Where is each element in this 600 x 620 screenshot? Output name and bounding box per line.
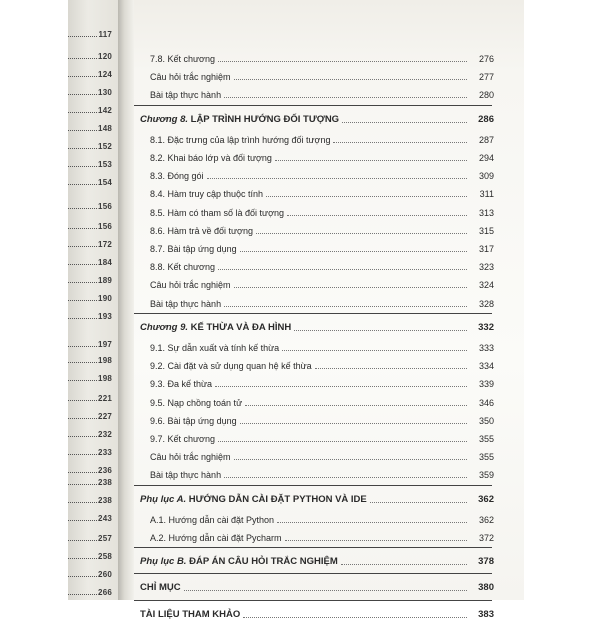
- facing-page-number: 189: [98, 276, 112, 285]
- toc-page-number: 323: [478, 262, 494, 273]
- toc-entry-label: HƯỚNG DẪN CÀI ĐẶT PYTHON VÀ IDE: [188, 493, 367, 505]
- toc-section-entry[interactable]: [134, 200, 494, 218]
- toc-page-number: 362: [478, 514, 494, 525]
- toc-leader-dots: [341, 564, 467, 565]
- facing-page-number: 221: [98, 394, 112, 403]
- toc-chapter-entry[interactable]: [134, 487, 494, 505]
- toc-chapter-entry[interactable]: [134, 575, 494, 593]
- toc-section-entry[interactable]: [134, 46, 494, 64]
- toc-leader-dots: [315, 368, 467, 369]
- toc-leader-dots: [234, 459, 467, 460]
- toc-entry-title: [134, 135, 330, 145]
- toc-section-entry[interactable]: [134, 145, 494, 163]
- toc-page-number: 346: [478, 397, 494, 408]
- facing-page-number: 130: [98, 88, 112, 97]
- toc-page-number: 309: [478, 171, 494, 182]
- toc-entry-title: [134, 609, 240, 620]
- toc-leader-dots: [224, 477, 467, 478]
- toc-entry-title: [134, 361, 312, 371]
- toc-entry-title: [134, 582, 181, 593]
- toc-leader-dots: [285, 540, 468, 541]
- toc-entry-label: 9.6. Bài tập ứng dụng: [150, 415, 237, 426]
- facing-page-number: 198: [98, 356, 112, 365]
- toc-section-entry[interactable]: [134, 462, 494, 480]
- toc-page-number: 378: [478, 556, 494, 568]
- toc-section-entry[interactable]: [134, 426, 494, 444]
- toc-entry-title: [134, 299, 221, 309]
- facing-page-number: 152: [98, 142, 112, 151]
- toc-page-number: 355: [478, 434, 494, 444]
- facing-page-number: 124: [98, 70, 112, 79]
- facing-page: [68, 0, 118, 600]
- toc-entry-label: Câu hỏi trắc nghiệm: [150, 72, 231, 83]
- toc-entry-title: [134, 72, 231, 82]
- facing-page-number: 153: [98, 160, 112, 169]
- toc-entry-label: 8.4. Hàm truy cập thuộc tính: [150, 189, 264, 200]
- toc-entry-title: [134, 226, 253, 236]
- toc-page-number: 372: [478, 533, 494, 543]
- toc-entry-title: [134, 208, 284, 218]
- section-divider: [134, 313, 492, 314]
- toc-entry-label: 9.5. Nạp chồng toán tử: [150, 397, 243, 408]
- toc-leader-dots: [184, 590, 467, 591]
- toc-entry-prefix: Chương 8.: [140, 113, 191, 125]
- toc-entry-label: 8.5. Hàm có tham số là đối tượng: [150, 207, 284, 218]
- toc-entry-label: 8.3. Đóng gói: [150, 171, 204, 182]
- toc-page-number: 317: [478, 244, 494, 254]
- toc-entry-label: A.2. Hướng dẫn cài đặt Pycharm: [150, 533, 282, 543]
- toc-leader-dots: [240, 251, 467, 252]
- section-divider: [134, 105, 492, 106]
- toc-page-number: 276: [478, 54, 494, 64]
- section-divider: [134, 573, 492, 574]
- facing-page-number: 184: [98, 258, 112, 267]
- toc-page-number: 355: [478, 452, 494, 463]
- toc-entry-title: [134, 189, 263, 199]
- facing-page-number: 243: [98, 514, 112, 523]
- toc-leader-dots: [243, 617, 467, 618]
- toc-entry-label: 9.1. Sự dẫn xuất và tính kế thừa: [150, 343, 280, 353]
- toc-section-entry[interactable]: [134, 82, 494, 100]
- toc-entry-label: 8.7. Bài tập ứng dụng: [150, 244, 237, 254]
- toc-section-entry[interactable]: [134, 371, 494, 389]
- facing-page-number: 266: [98, 588, 112, 597]
- facing-page-number: 148: [98, 124, 112, 133]
- toc-entry-label: LẬP TRÌNH HƯỚNG ĐỐI TƯỢNG: [190, 113, 340, 125]
- section-divider: [134, 485, 492, 486]
- toc-page-number: 280: [478, 90, 494, 101]
- toc-page-number: 350: [478, 415, 494, 426]
- facing-page-number: 190: [98, 294, 112, 303]
- toc-entry-title: [134, 398, 242, 408]
- facing-page-number: 233: [98, 448, 112, 457]
- toc-leader-dots: [224, 97, 467, 98]
- toc-entry-title: [134, 416, 237, 426]
- toc-section-entry[interactable]: [134, 236, 494, 254]
- toc-leader-dots: [240, 423, 467, 424]
- toc-entry-title: [134, 54, 215, 64]
- toc-page-number: 332: [478, 321, 494, 333]
- facing-page-number: 156: [98, 202, 112, 211]
- toc-entry-title: [134, 90, 221, 100]
- toc-page-number: 362: [478, 493, 494, 505]
- toc-page-number: 380: [478, 582, 494, 594]
- toc-leader-dots: [215, 386, 467, 387]
- toc-leader-dots: [370, 502, 467, 503]
- toc-section-entry[interactable]: [134, 390, 494, 408]
- toc-leader-dots: [342, 122, 467, 123]
- facing-page-number: 172: [98, 240, 112, 249]
- toc-entry-label: Câu hỏi trắc nghiệm: [150, 452, 231, 463]
- toc-page-number: 313: [478, 207, 494, 218]
- facing-page-number: 238: [98, 496, 112, 505]
- toc-entry-title: [134, 533, 282, 543]
- facing-page-number: 117: [98, 30, 112, 39]
- toc-page-number: 359: [478, 470, 494, 481]
- facing-page-number: 238: [98, 478, 112, 487]
- toc-leader-dots: [224, 306, 467, 307]
- toc-entry-label: Câu hỏi trắc nghiệm: [150, 280, 231, 291]
- toc-chapter-entry[interactable]: [134, 107, 494, 125]
- toc-entry-label: 9.2. Cài đặt và sử dụng quan hệ kế thừa: [150, 361, 312, 372]
- toc-page-number: 334: [478, 361, 494, 372]
- toc-leader-dots: [207, 178, 467, 179]
- facing-page-number: 197: [98, 340, 112, 349]
- toc-section-entry[interactable]: [134, 163, 494, 181]
- toc-section-entry[interactable]: [134, 64, 494, 82]
- toc-entry-title: [134, 515, 274, 525]
- toc-entry-label: 8.8. Kết chương: [150, 262, 215, 273]
- book-gutter: [118, 0, 134, 600]
- toc-leader-dots: [294, 330, 467, 331]
- toc-leader-dots: [287, 215, 467, 216]
- toc-page-number: 294: [478, 153, 494, 163]
- facing-page-number: 257: [98, 534, 112, 543]
- toc-page-number: 324: [478, 280, 494, 291]
- toc-leader-dots: [282, 350, 467, 351]
- toc-section-entry[interactable]: [134, 254, 494, 272]
- toc-entry-title: [134, 343, 279, 353]
- toc-entry-label: TÀI LIỆU THAM KHẢO: [140, 608, 241, 620]
- toc-section-entry[interactable]: [134, 525, 494, 543]
- toc-leader-dots: [218, 269, 467, 270]
- toc-page-number: 339: [478, 379, 494, 390]
- background-edge: [524, 0, 600, 600]
- toc-entry-title: [134, 452, 231, 462]
- toc-leader-dots: [275, 160, 467, 161]
- facing-page-number: 156: [98, 222, 112, 231]
- section-divider: [134, 547, 492, 548]
- facing-page-number: 227: [98, 412, 112, 421]
- toc-leader-dots: [234, 79, 467, 80]
- toc-page-number: 277: [478, 72, 494, 83]
- toc-section-entry[interactable]: [134, 291, 494, 309]
- toc-chapter-entry[interactable]: [134, 602, 494, 620]
- toc-entry-label: 7.8. Kết chương: [150, 54, 215, 64]
- toc-entry-title: [134, 280, 231, 290]
- toc-entry-title: [134, 244, 237, 254]
- toc-entry-label: KẾ THỪA VÀ ĐA HÌNH: [190, 321, 292, 333]
- facing-page-number: 232: [98, 430, 112, 439]
- toc-entry-prefix: Phụ lục B.: [140, 556, 190, 568]
- toc-entry-label: 8.1. Đặc trưng của lập trình hướng đối tượng: [150, 134, 331, 145]
- toc-entry-label: A.1. Hướng dẫn cài đặt Python: [150, 514, 275, 525]
- toc-leader-dots: [277, 522, 467, 523]
- toc-entry-label: 9.3. Đa kế thừa: [150, 379, 213, 390]
- toc-page-number: 383: [478, 608, 494, 620]
- toc-entry-label: 9.7. Kết chương: [150, 434, 215, 444]
- toc-entry-label: Bài tập thực hành: [150, 298, 222, 309]
- toc-entry-title: [134, 379, 212, 389]
- toc-entry-title: [134, 556, 338, 567]
- facing-page-number: 120: [98, 52, 112, 61]
- toc-page-number: 315: [478, 225, 494, 236]
- toc-page-number: 311: [479, 189, 494, 200]
- toc-entry-label: 8.2. Khai báo lớp và đối tượng: [150, 153, 272, 163]
- toc-entry-label: ĐÁP ÁN CÂU HỎI TRẮC NGHIỆM: [189, 556, 338, 568]
- facing-page-number: 154: [98, 178, 112, 187]
- toc-leader-dots: [218, 441, 467, 442]
- toc-entry-label: CHỈ MỤC: [140, 582, 181, 594]
- toc-entry-title: [134, 434, 215, 444]
- toc-leader-dots: [245, 405, 467, 406]
- toc-entry-label: Bài tập thực hành: [150, 90, 222, 101]
- toc-section-entry[interactable]: [134, 218, 494, 236]
- toc-leader-dots: [234, 287, 467, 288]
- toc-section-entry[interactable]: [134, 408, 494, 426]
- toc-section-entry[interactable]: [134, 127, 494, 145]
- toc-leader-dots: [333, 142, 467, 143]
- toc-section-entry[interactable]: [134, 353, 494, 371]
- facing-page-number: 258: [98, 552, 112, 561]
- toc-section-entry[interactable]: [134, 181, 494, 199]
- facing-page-number: 193: [98, 312, 112, 321]
- toc-entry-label: 8.6. Hàm trả về đối tượng: [150, 225, 253, 236]
- facing-page-number: 260: [98, 570, 112, 579]
- toc-entry-title: [134, 494, 367, 505]
- toc-section-entry[interactable]: [134, 507, 494, 525]
- toc-entry-prefix: Phụ lục A.: [140, 493, 189, 505]
- toc-entry-title: [134, 470, 221, 480]
- toc-leader-dots: [218, 61, 467, 62]
- toc-section-entry[interactable]: [134, 444, 494, 462]
- facing-page-number: 236: [98, 466, 112, 475]
- toc-entry-label: Bài tập thực hành: [150, 470, 222, 481]
- toc-section-entry[interactable]: [134, 272, 494, 290]
- toc-entry-title: [134, 262, 215, 272]
- toc-page-number: 333: [478, 343, 494, 353]
- toc-page-number: 328: [478, 298, 494, 309]
- toc-entry-title: [134, 153, 272, 163]
- toc-entry-title: [134, 322, 291, 333]
- toc-section-entry[interactable]: [134, 335, 494, 353]
- toc-entry-title: [134, 114, 339, 125]
- facing-page-number: 198: [98, 374, 112, 383]
- facing-page-number: 142: [98, 106, 112, 115]
- toc-chapter-entry[interactable]: [134, 549, 494, 567]
- toc-page-number: 286: [478, 113, 494, 125]
- toc-page-number: 287: [478, 134, 494, 145]
- toc-leader-dots: [256, 233, 467, 234]
- toc-entry-title: [134, 171, 204, 181]
- toc-chapter-entry[interactable]: [134, 315, 494, 333]
- toc-entry-prefix: Chương 9.: [140, 321, 191, 333]
- toc-leader-dots: [266, 196, 467, 197]
